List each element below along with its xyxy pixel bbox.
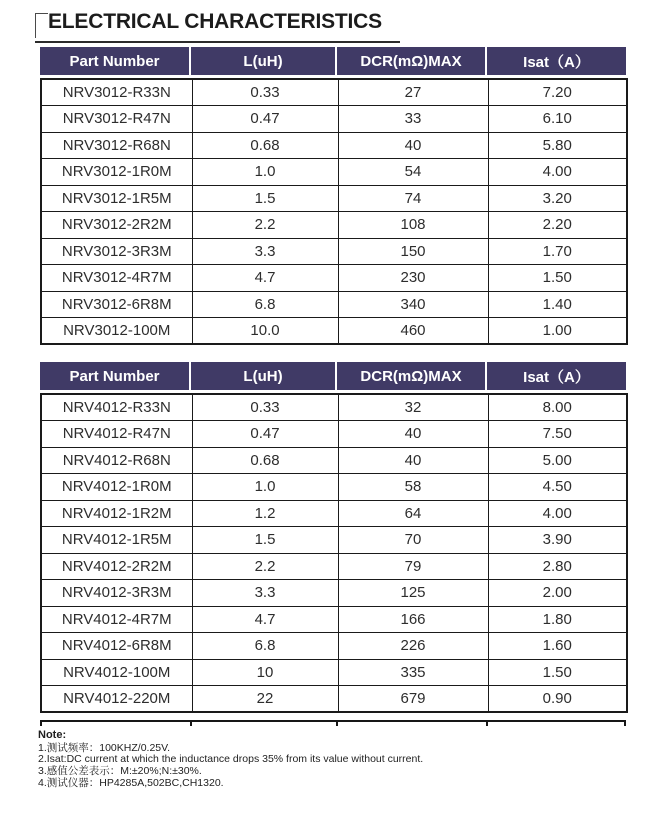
table-cell: NRV4012-100M bbox=[41, 659, 192, 686]
table-cell: NRV4012-1R5M bbox=[41, 527, 192, 554]
table-cell: 1.00 bbox=[488, 318, 627, 345]
column-header: Part Number bbox=[40, 362, 189, 390]
table-cell: NRV4012-R68N bbox=[41, 447, 192, 474]
table-cell: 0.33 bbox=[192, 79, 338, 106]
column-tick bbox=[624, 722, 626, 726]
table-cell: 3.20 bbox=[488, 185, 627, 212]
column-tick bbox=[486, 722, 488, 726]
table-cell: NRV4012-220M bbox=[41, 686, 192, 713]
table-row bbox=[41, 580, 627, 607]
table-row bbox=[41, 238, 627, 265]
table-row bbox=[41, 79, 627, 106]
table-cell: 1.5 bbox=[192, 527, 338, 554]
table-cell: 4.50 bbox=[488, 474, 627, 501]
column-header: DCR(mΩ)MAX bbox=[337, 362, 485, 390]
section-title-wrap bbox=[35, 9, 400, 43]
table-cell: 8.00 bbox=[488, 394, 627, 421]
table-cell: 5.00 bbox=[488, 447, 627, 474]
table-cell: 40 bbox=[338, 447, 488, 474]
table-cell: NRV4012-2R2M bbox=[41, 553, 192, 580]
note-line: 2.Isat:DC current at which the inductance drops 35% from its value without current. bbox=[38, 753, 424, 766]
table-cell: 1.70 bbox=[488, 238, 627, 265]
table-cell: 5.80 bbox=[488, 132, 627, 159]
table-cell: NRV3012-1R5M bbox=[41, 185, 192, 212]
table-cell: 79 bbox=[338, 553, 488, 580]
table-row bbox=[41, 447, 627, 474]
table-cell: 4.00 bbox=[488, 159, 627, 186]
table-row bbox=[41, 553, 627, 580]
table-row bbox=[41, 318, 627, 345]
table-row bbox=[41, 474, 627, 501]
table-row bbox=[41, 132, 627, 159]
table-cell: 125 bbox=[338, 580, 488, 607]
table-cell: 1.2 bbox=[192, 500, 338, 527]
table-cell: 0.68 bbox=[192, 132, 338, 159]
table-cell: 679 bbox=[338, 686, 488, 713]
spec-table-nrv3012 bbox=[40, 47, 626, 345]
table-cell: 40 bbox=[338, 132, 488, 159]
table-cell: 1.5 bbox=[192, 185, 338, 212]
table-cell: 70 bbox=[338, 527, 488, 554]
page-title: ELECTRICAL CHARACTERISTICS bbox=[48, 10, 382, 33]
table-cell: 2.20 bbox=[488, 212, 627, 239]
table-cell: 1.0 bbox=[192, 474, 338, 501]
column-header: Part Number bbox=[40, 47, 189, 75]
table-row bbox=[41, 106, 627, 133]
table-cell: 10 bbox=[192, 659, 338, 686]
table-cell: 58 bbox=[338, 474, 488, 501]
notes-heading: Note: bbox=[38, 729, 67, 741]
table-row bbox=[41, 527, 627, 554]
table-row bbox=[41, 606, 627, 633]
notes-lines bbox=[38, 743, 666, 789]
table-cell: 27 bbox=[338, 79, 488, 106]
table-cell: 335 bbox=[338, 659, 488, 686]
table-cell: NRV3012-R47N bbox=[41, 106, 192, 133]
table-cell: NRV4012-R47N bbox=[41, 421, 192, 448]
table-header bbox=[40, 47, 626, 75]
table-cell: 4.7 bbox=[192, 606, 338, 633]
table-cell: 64 bbox=[338, 500, 488, 527]
table-cell: NRV4012-1R0M bbox=[41, 474, 192, 501]
table-cell: NRV4012-1R2M bbox=[41, 500, 192, 527]
table-cell: 32 bbox=[338, 394, 488, 421]
table-cell: NRV3012-2R2M bbox=[41, 212, 192, 239]
spec-table-nrv4012 bbox=[40, 362, 626, 713]
table-cell: 7.20 bbox=[488, 79, 627, 106]
table-cell: 340 bbox=[338, 291, 488, 318]
table-cell: 0.47 bbox=[192, 421, 338, 448]
notes-section bbox=[38, 729, 666, 789]
table-cell: NRV3012-100M bbox=[41, 318, 192, 345]
table-row bbox=[41, 500, 627, 527]
table-row bbox=[41, 212, 627, 239]
table-cell: 150 bbox=[338, 238, 488, 265]
table-cell: 0.90 bbox=[488, 686, 627, 713]
table-cell: 2.00 bbox=[488, 580, 627, 607]
table-cell: 2.2 bbox=[192, 212, 338, 239]
cropped-next-row-line bbox=[40, 720, 626, 725]
table-cell: 230 bbox=[338, 265, 488, 292]
table-cell: 4.00 bbox=[488, 500, 627, 527]
table-cell: NRV3012-4R7M bbox=[41, 265, 192, 292]
table-cell: 6.10 bbox=[488, 106, 627, 133]
table-cell: 166 bbox=[338, 606, 488, 633]
table-cell: NRV3012-3R3M bbox=[41, 238, 192, 265]
table-row bbox=[41, 159, 627, 186]
table-row bbox=[41, 659, 627, 686]
table-cell: 3.3 bbox=[192, 238, 338, 265]
table-cell: 1.50 bbox=[488, 265, 627, 292]
table-cell: 460 bbox=[338, 318, 488, 345]
table-row bbox=[41, 394, 627, 421]
table-cell: NRV3012-1R0M bbox=[41, 159, 192, 186]
table-body bbox=[40, 78, 628, 345]
table-cell: NRV4012-3R3M bbox=[41, 580, 192, 607]
column-tick bbox=[190, 722, 192, 726]
table-cell: 3.90 bbox=[488, 527, 627, 554]
table-cell: 108 bbox=[338, 212, 488, 239]
table-row bbox=[41, 291, 627, 318]
note-line: 1.测试频率：100KHZ/0.25V. bbox=[38, 741, 171, 754]
column-header: L(uH) bbox=[191, 362, 335, 390]
table-cell: 6.8 bbox=[192, 633, 338, 660]
column-header: L(uH) bbox=[191, 47, 335, 75]
column-tick bbox=[336, 722, 338, 726]
table-cell: NRV3012-6R8M bbox=[41, 291, 192, 318]
table-cell: 226 bbox=[338, 633, 488, 660]
column-header: Isat（A） bbox=[487, 362, 626, 390]
table-cell: 0.47 bbox=[192, 106, 338, 133]
table-cell: 1.80 bbox=[488, 606, 627, 633]
table-body bbox=[40, 393, 628, 713]
table-cell: NRV4012-R33N bbox=[41, 394, 192, 421]
table-cell: 2.80 bbox=[488, 553, 627, 580]
table-row bbox=[41, 686, 627, 713]
table-cell: 1.60 bbox=[488, 633, 627, 660]
table-cell: 40 bbox=[338, 421, 488, 448]
table-cell: 22 bbox=[192, 686, 338, 713]
table-cell: 33 bbox=[338, 106, 488, 133]
table-cell: NRV4012-4R7M bbox=[41, 606, 192, 633]
table-cell: NRV3012-R68N bbox=[41, 132, 192, 159]
table-row bbox=[41, 633, 627, 660]
table-header bbox=[40, 362, 626, 390]
table-cell: 1.40 bbox=[488, 291, 627, 318]
table-cell: NRV4012-6R8M bbox=[41, 633, 192, 660]
table-cell: NRV3012-R33N bbox=[41, 79, 192, 106]
table-cell: 74 bbox=[338, 185, 488, 212]
column-header: Isat（A） bbox=[487, 47, 626, 75]
table-cell: 6.8 bbox=[192, 291, 338, 318]
table-row bbox=[41, 265, 627, 292]
table-cell: 3.3 bbox=[192, 580, 338, 607]
table-row bbox=[41, 421, 627, 448]
table-cell: 10.0 bbox=[192, 318, 338, 345]
column-tick bbox=[40, 722, 42, 726]
table-cell: 0.68 bbox=[192, 447, 338, 474]
table-row bbox=[41, 185, 627, 212]
table-cell: 54 bbox=[338, 159, 488, 186]
table-cell: 1.0 bbox=[192, 159, 338, 186]
column-header: DCR(mΩ)MAX bbox=[337, 47, 485, 75]
note-line: 4.测试仪器：HP4285A,502BC,CH1320. bbox=[38, 776, 224, 789]
table-cell: 4.7 bbox=[192, 265, 338, 292]
table-cell: 1.50 bbox=[488, 659, 627, 686]
table-cell: 2.2 bbox=[192, 553, 338, 580]
table-cell: 7.50 bbox=[488, 421, 627, 448]
note-line: 3.感值公差表示：M:±20%;N:±30%. bbox=[38, 764, 202, 777]
table-cell: 0.33 bbox=[192, 394, 338, 421]
title-corner-bracket bbox=[35, 13, 48, 38]
